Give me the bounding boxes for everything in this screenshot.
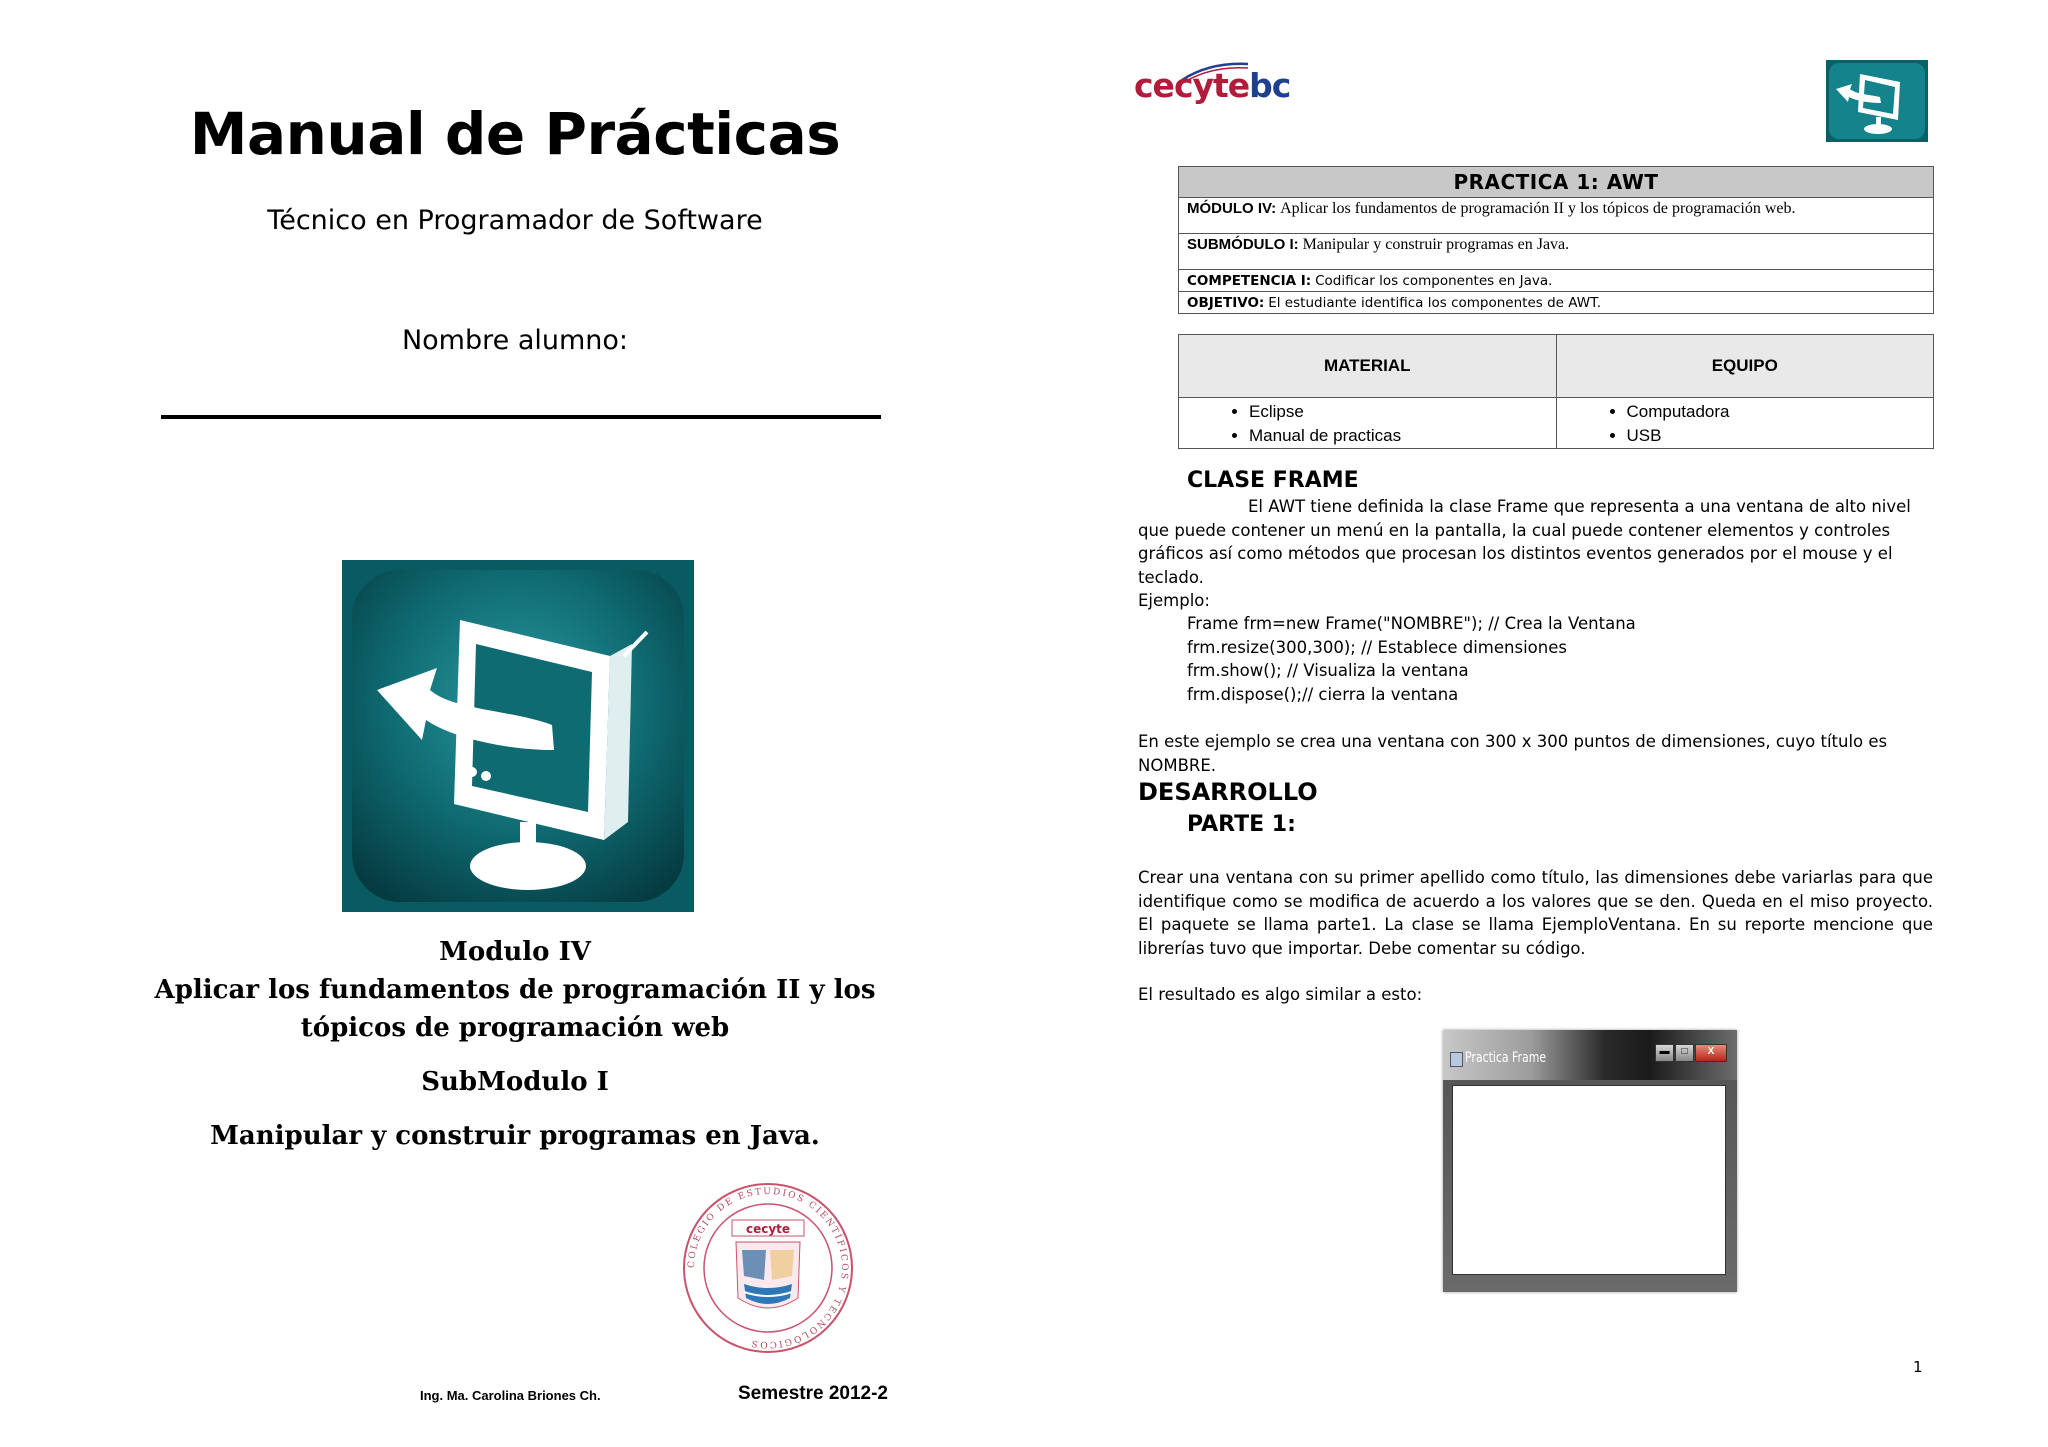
module-row-label: MÓDULO IV:: [1187, 200, 1277, 217]
maximize-icon: □: [1675, 1044, 1694, 1062]
objective-row: [1179, 292, 1934, 314]
semester-label: Semestre 2012-2: [738, 1383, 888, 1404]
window-title: Practica Frame: [1465, 1050, 1547, 1066]
equipo-cell: [1556, 398, 1934, 449]
submodule-row: [1179, 234, 1934, 270]
objective-row-value: El estudiante identifica los componentes de AWT.: [1268, 295, 1602, 311]
code-example: [1187, 612, 1636, 706]
close-icon: X: [1695, 1044, 1727, 1062]
window-title-bar: [1443, 1030, 1737, 1080]
materials-table: [1178, 334, 1934, 449]
module-label: Modulo IV: [439, 937, 591, 967]
submodule-row-label: SUBMÓDULO I:: [1187, 236, 1299, 253]
part-heading: PARTE 1:: [1187, 812, 1296, 837]
development-heading: DESARROLLO: [1138, 778, 1318, 806]
seal-name: cecyte: [745, 1222, 791, 1236]
frame-section-heading: CLASE FRAME: [1187, 468, 1359, 493]
material-item: • Manual de practicas: [1249, 424, 1556, 448]
window-client-area: [1452, 1085, 1726, 1275]
minimize-icon: ▬: [1655, 1044, 1674, 1062]
module-row-value: Aplicar los fundamentos de programación II y los tópicos de programación web.: [1280, 200, 1796, 217]
module-row: [1179, 198, 1934, 234]
page-number: 1: [1913, 1358, 1923, 1376]
frame-description: El AWT tiene definida la clase Frame que representa a una ventana de alto nivel que puede contener un menú en la pantalla, la cual puede contener elementos y controles gráficos así como métodos que procesan los distintos eventos generados por el mouse y el teclado.: [1138, 497, 1911, 587]
competence-row-value: Codificar los componentes en Java.: [1315, 273, 1553, 289]
seal-ring-text: COLEGIO DE ESTUDIOS CIENTÍFICOS Y TECNOLÓGICOS: [686, 1186, 850, 1350]
objective-row-label: OBJETIVO:: [1187, 295, 1265, 311]
brand-text-bc: bc: [1249, 66, 1291, 105]
material-item: • Eclipse: [1249, 400, 1556, 424]
submodule-description: Manipular y construir programas en Java.: [210, 1121, 820, 1151]
code-line: Frame frm=new Frame("NOMBRE"); // Crea la Ventana: [1187, 614, 1636, 633]
material-cell: [1179, 398, 1557, 449]
code-line: frm.dispose();// cierra la ventana: [1187, 684, 1459, 704]
competence-row: [1179, 270, 1934, 292]
student-name-line: [161, 415, 881, 419]
module-description: Aplicar los fundamentos de programación II y los tópicos de programación web: [154, 975, 876, 1043]
example-result-text: En este ejemplo se crea una ventana con 300 x 300 puntos de dimensiones, cuyo título es NOMBRE.: [1138, 732, 1888, 775]
cover-title: Manual de Prácticas: [189, 100, 841, 168]
submodule-row-value: Manipular y construir programas en Java.: [1302, 236, 1570, 253]
cecytebc-logo: [1134, 66, 1290, 105]
code-line: frm.resize(300,300); // Establece dimensiones: [1187, 637, 1567, 657]
submodule-label: SubModulo I: [421, 1067, 609, 1097]
app-icon: [1450, 1052, 1463, 1067]
equipo-item: • Computadora: [1627, 400, 1934, 424]
material-column-header: MATERIAL: [1179, 335, 1557, 398]
window-controls: [1654, 1044, 1727, 1062]
student-name-label: Nombre alumno:: [401, 325, 629, 356]
practice-title: PRACTICA 1: AWT: [1179, 167, 1934, 198]
cecyte-seal-logo: [680, 1180, 856, 1356]
practice-info-table: [1178, 166, 1934, 314]
equipo-item: • USB: [1627, 424, 1934, 448]
monitor-arrow-icon: [1826, 60, 1928, 142]
author-name: Ing. Ma. Carolina Briones Ch.: [420, 1388, 601, 1403]
brand-text-cecyte: cecyte: [1134, 66, 1250, 105]
example-window-screenshot: [1443, 1030, 1737, 1292]
code-line: frm.show(); // Visualiza la ventana: [1187, 661, 1469, 680]
part-description: Crear una ventana con su primer apellido como título, las dimensiones debe variarlas para que identifique como se modifica de acuerdo a los valores que se den. Queda en el miso proyecto. El paquete se llama parte1. La clase se llama EjemploVentana. En su reporte mencione que librerías tuvo que importar. Debe comentar su código.: [1138, 868, 1933, 958]
competence-row-label: COMPETENCIA I:: [1187, 273, 1312, 289]
monitor-arrow-icon: [342, 560, 694, 912]
cover-subtitle: Técnico en Programador de Software: [267, 205, 763, 236]
result-label: El resultado es algo similar a esto:: [1138, 985, 1423, 1004]
example-label: Ejemplo:: [1138, 591, 1210, 610]
equipo-column-header: EQUIPO: [1556, 335, 1934, 398]
